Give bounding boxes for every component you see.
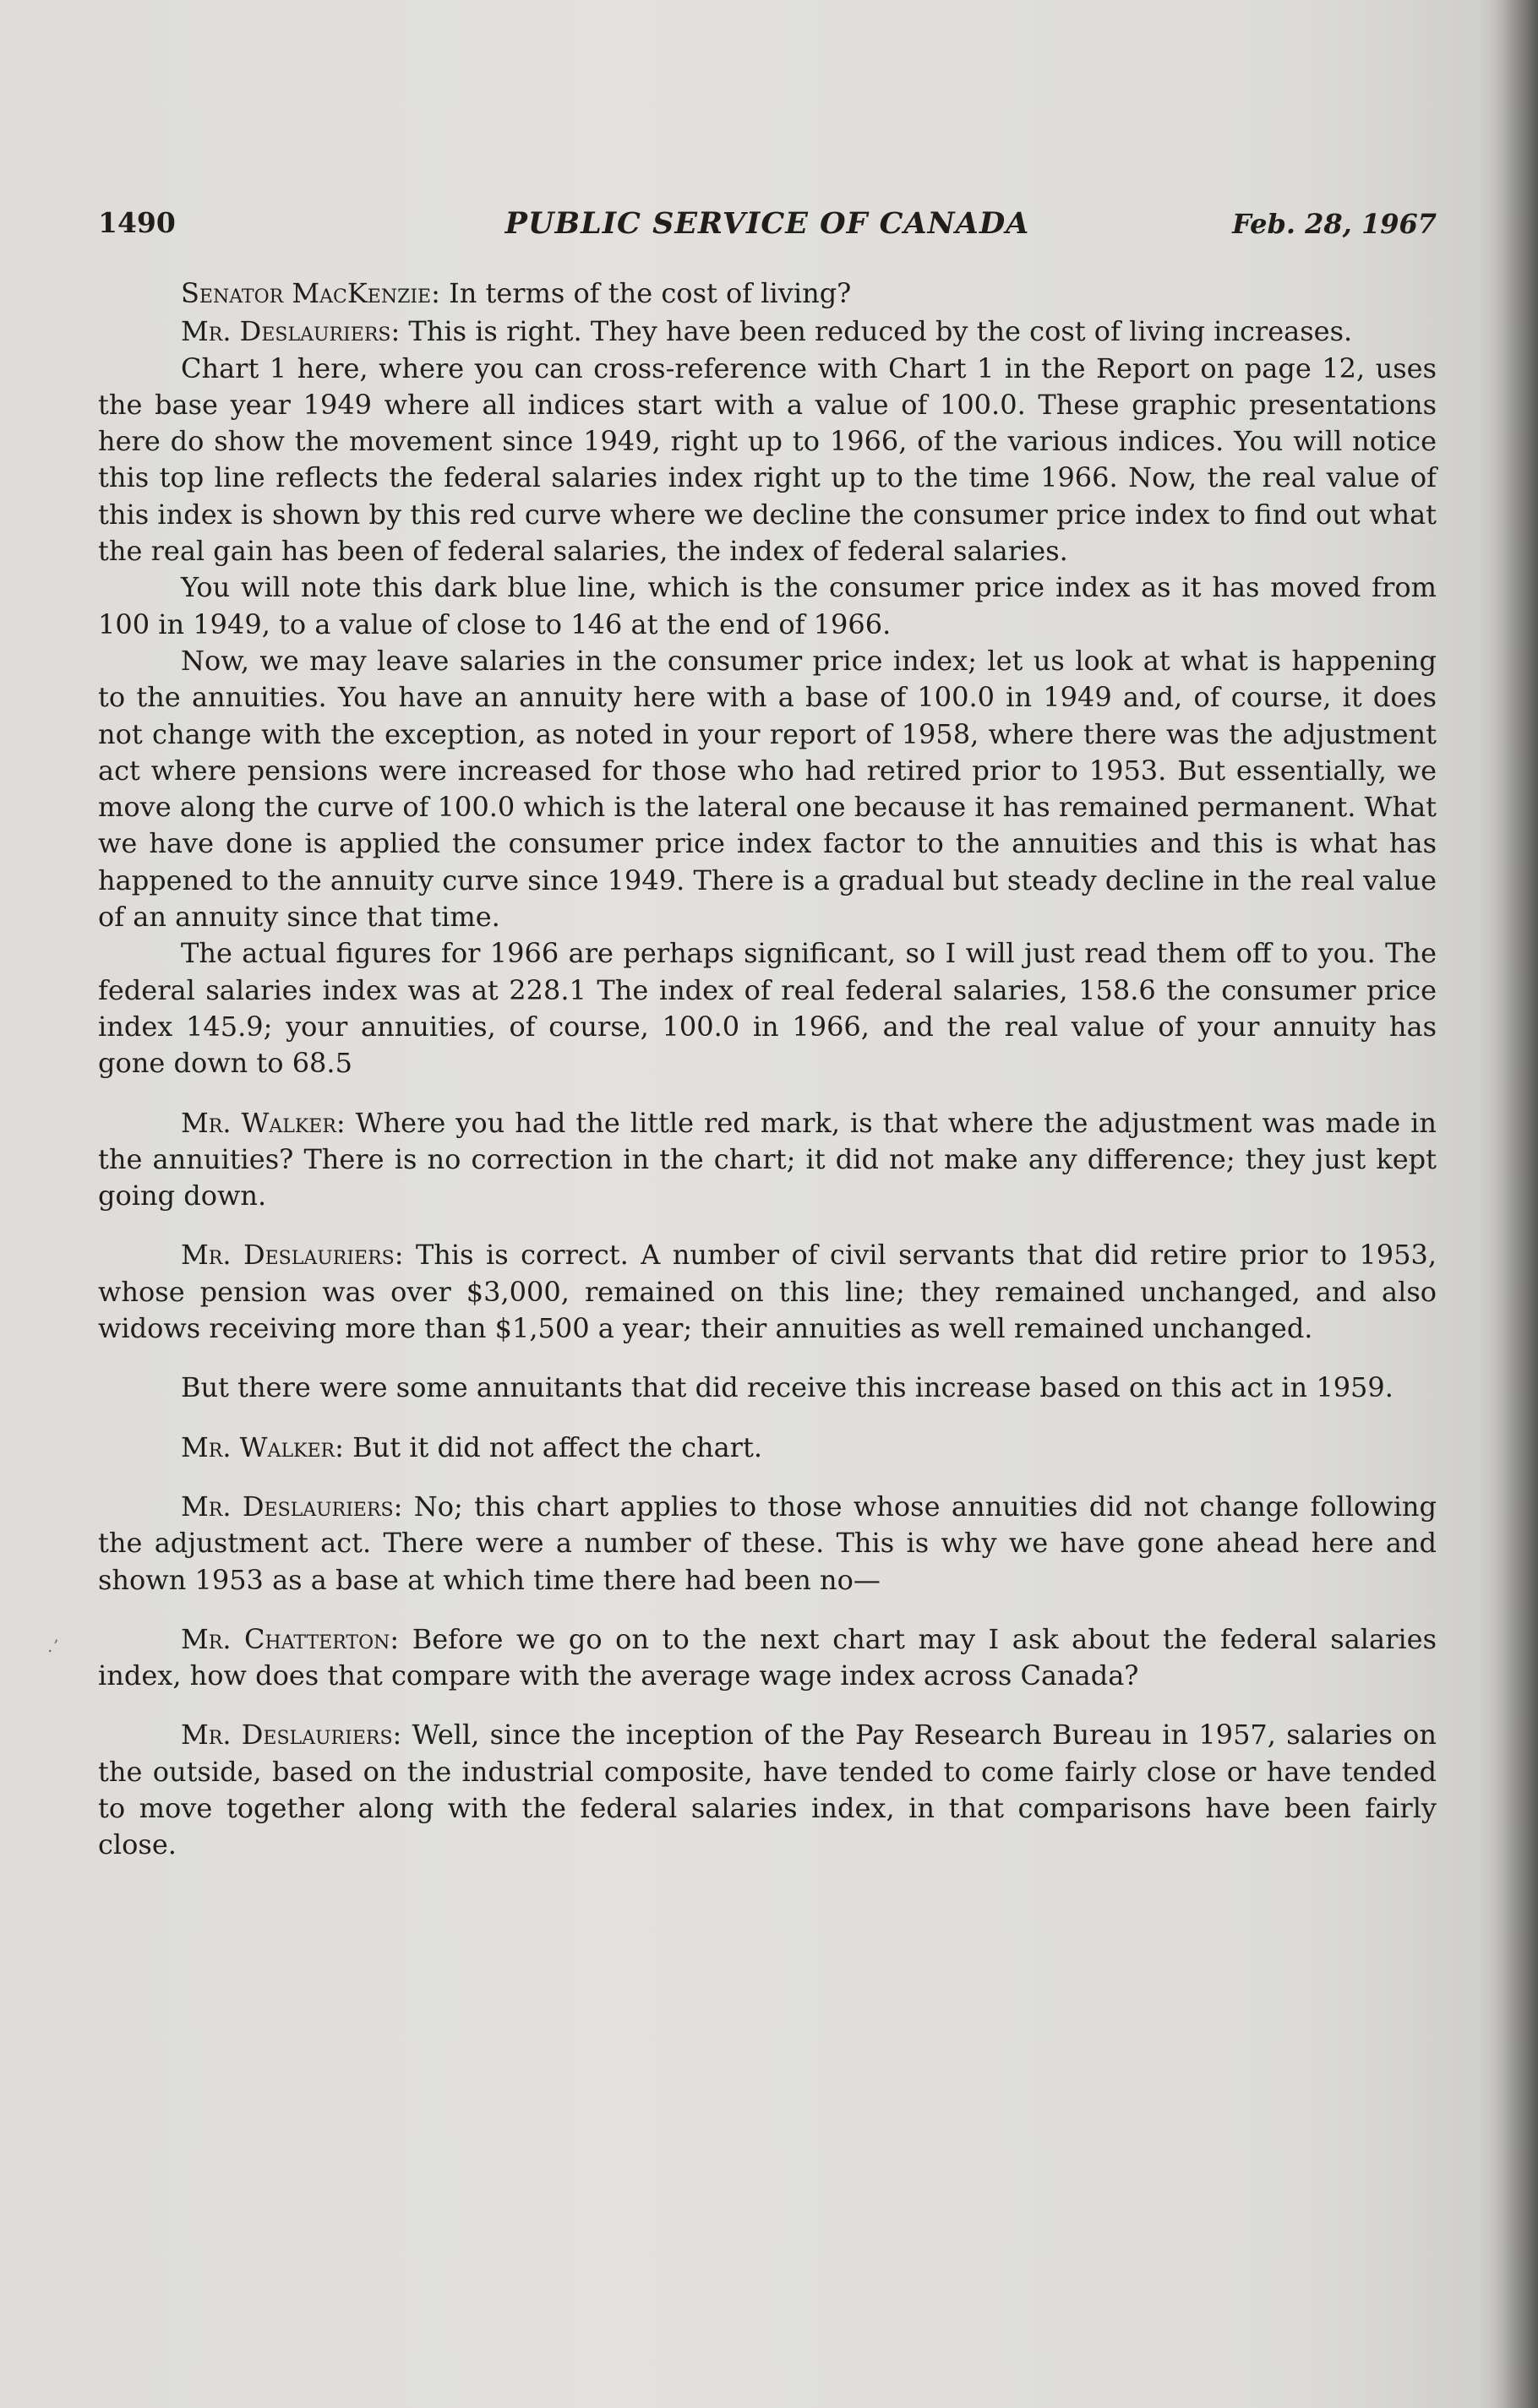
speaker-name: Senator MacKenzie: <box>181 277 440 309</box>
speaker-name: Mr. Deslauriers: <box>181 1239 404 1272</box>
running-title: PUBLIC SERVICE OF CANADA <box>504 206 1030 241</box>
paragraph-7 <box>98 1105 1437 1215</box>
header-date: Feb. 28, 1967 <box>1232 208 1437 240</box>
paragraph-text: But there were some annuitants that did receive this increase based on this act in 1959. <box>181 1371 1393 1404</box>
paragraph-text: The actual figures for 1966 are perhaps significant, so I will just read them off to you. The federal salaries index was at 228.1 The index of real federal salaries, 158.6 the consumer price index 145.9; your annuities, of course, 100.0 in 1966, and the real value of your annuity has gone down to 68.5 <box>98 937 1437 1080</box>
speaker-name: Mr. Walker: <box>181 1106 346 1139</box>
stray-ink-mark: .ʼ <box>47 1636 58 1656</box>
speaker-name: Mr. Deslauriers: <box>181 315 401 348</box>
paragraph-text: But it did not affect the chart. <box>352 1430 762 1463</box>
paragraph-5 <box>98 643 1437 935</box>
paragraph-text: This is right. They have been reduced by the cost of living increases. <box>408 315 1353 348</box>
speaker-name: Mr. Deslauriers: <box>181 1490 403 1523</box>
paragraph-11 <box>98 1489 1437 1599</box>
paragraph-text: This is correct. A number of civil servants that did retire prior to 1953, whose pension was over $3,000, remained on this line; they remained unchanged, and also widows receiving more than $1,500 a year; their annuities as well remained unchanged. <box>98 1239 1437 1345</box>
paragraph-text: Where you had the little red mark, is that where the adjustment was made in the annuities? There is no correction in the chart; it did not make any difference; they just kept going down. <box>98 1106 1437 1212</box>
paragraph-text: No; this chart applies to those whose annuities did not change following the adjustment act. There were a number of these. This is why we have gone ahead here and shown 1953 as a base at which time there had been no— <box>98 1490 1437 1596</box>
paragraph-1 <box>98 275 1437 312</box>
paragraph-text: Before we go on to the next chart may I ask about the federal salaries index, how does that compare with the average wage index across Canada? <box>98 1622 1437 1692</box>
paragraph-12 <box>98 1621 1437 1695</box>
paragraph-13 <box>98 1717 1437 1863</box>
paragraph-text: Chart 1 here, where you can cross-reference with Chart 1 in the Report on page 12, uses the base year 1949 where all indices start with a value of 100.0. These graphic presentations here do show the movement since 1949, right up to 1966, of the various indices. You will notice this top line reflects the federal salaries index right up to the time 1966. Now, the real value of this index is shown by this red curve where we decline the consumer price index to find out what the real gain has been of federal salaries, the index of federal salaries. <box>98 351 1437 568</box>
paragraph-text: Well, since the inception of the Pay Research Bureau in 1957, salaries on the outside, based on the industrial composite, have tended to come fairly close or have tended to move together along with the federal salaries index, in that comparisons have been fairly close. <box>98 1719 1437 1861</box>
speaker-name: Mr. Walker: <box>181 1430 344 1463</box>
paragraph-text: Now, we may leave salaries in the consumer price index; let us look at what is happening to the annuities. You have an annuity here with a base of 100.0 in 1949 and, of course, it does not change with the exception, as noted in your report of 1958, where there was the adjustment act where pensions were increased for those who had retired prior to 1953. But essentially, we move along the curve of 100.0 which is the lateral one because it has remained permanent. What we have done is applied the consumer price index factor to the annuities and this is what has happened to the annuity curve since 1949. There is a gradual but steady decline in the real value of an annuity since that time. <box>98 644 1437 934</box>
paragraph-text: In terms of the cost of living? <box>449 277 852 309</box>
speaker-name: Mr. Chatterton: <box>181 1622 400 1655</box>
paragraph-8 <box>98 1237 1437 1347</box>
paragraph-text: You will note this dark blue line, which is the consumer price index as it has moved from 100 in 1949, to a value of close to 146 at the end of 1966. <box>98 571 1437 640</box>
speaker-name: Mr. Deslauriers: <box>181 1719 402 1752</box>
paragraph-9 <box>98 1370 1437 1406</box>
running-header <box>98 206 1437 243</box>
paragraph-6 <box>98 935 1437 1081</box>
paragraph-2 <box>98 313 1437 350</box>
paragraph-3 <box>98 351 1437 570</box>
page-edge-shadow <box>1479 0 1538 2408</box>
paragraph-10 <box>98 1430 1437 1466</box>
paragraph-4 <box>98 569 1437 643</box>
transcript-body <box>98 275 1437 1864</box>
page-number: 1490 <box>98 206 176 239</box>
